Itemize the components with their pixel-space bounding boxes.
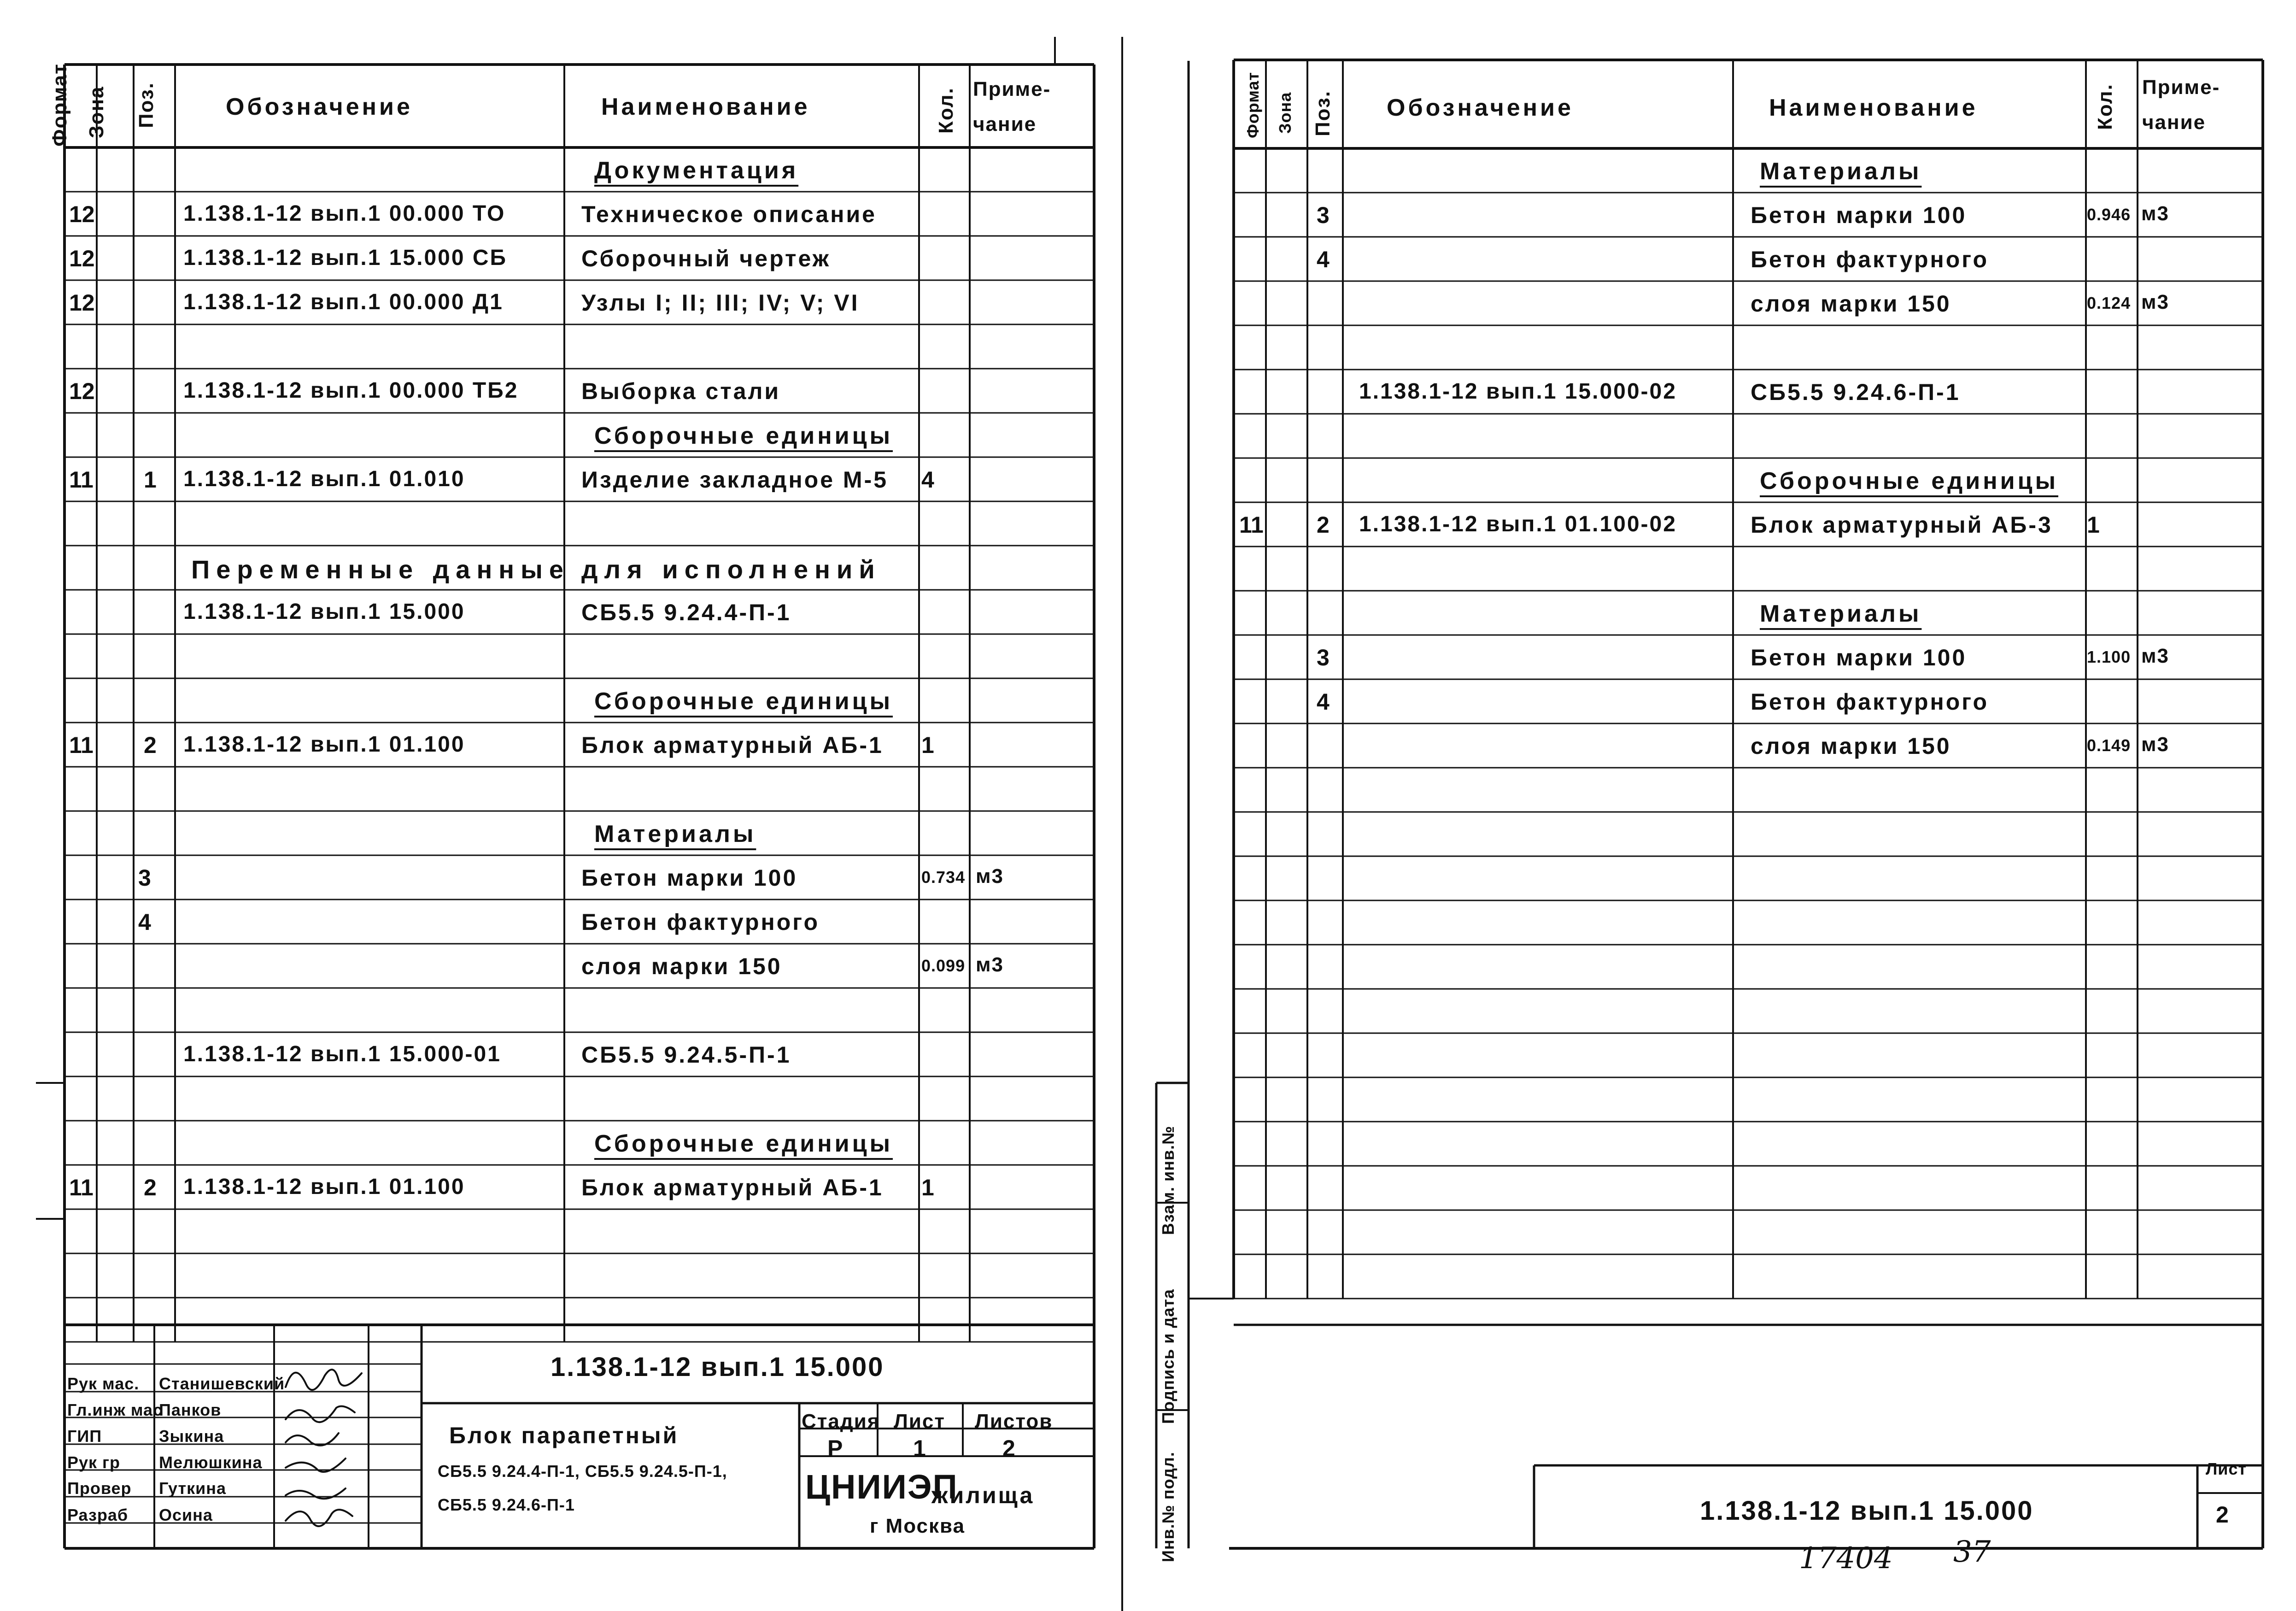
- side-stamp-sign-date: Подпись и дата: [1159, 1289, 1177, 1424]
- left-row-designation: 1.138.1-12 вып.1 15.000: [183, 600, 465, 624]
- left-row-qty: 1: [921, 1175, 934, 1200]
- right-row-name: слоя марки 150: [1751, 733, 1951, 759]
- signature-name: Гуткина: [159, 1479, 227, 1498]
- signature-name: Станишевский: [159, 1374, 285, 1393]
- left-row-name: Бетон марки 100: [581, 865, 798, 891]
- right-row-name: Бетон фактурного: [1751, 689, 1989, 715]
- left-header-name: Наименование: [601, 94, 810, 120]
- signature-name: Осина: [159, 1505, 213, 1524]
- left-row-section-heading: Материалы: [594, 821, 756, 847]
- side-stamp-inv-repl: Взам. инв.№: [1159, 1125, 1177, 1235]
- right-row-name: Бетон фактурного: [1751, 247, 1989, 272]
- right-row-pos: 3: [1317, 202, 1330, 228]
- left-header-format: Формат: [48, 63, 71, 147]
- right-row-qty: 1.100: [2087, 647, 2131, 666]
- right-row-note: м3: [2141, 645, 2170, 667]
- right-title-doc-number: 1.138.1-12 вып.1 15.000: [1700, 1496, 2034, 1526]
- left-row-name: Блок арматурный АБ-1: [581, 1175, 884, 1200]
- right-row-name: СБ5.5 9.24.6-П-1: [1751, 379, 1961, 405]
- organization-city: г Москва: [870, 1515, 965, 1537]
- right-title-sheet-value: 2: [2216, 1502, 2231, 1528]
- left-row-note: м3: [976, 865, 1004, 888]
- right-title-sheet-label: Лист: [2206, 1459, 2247, 1478]
- left-row-qty: 0.099: [921, 956, 966, 975]
- stage-value: Р: [827, 1435, 845, 1461]
- signature-role: Провер: [67, 1479, 132, 1498]
- right-header-format: Формат: [1243, 71, 1262, 138]
- right-row-section-heading: Сборочные единицы: [1760, 468, 2058, 494]
- right-header-name: Наименование: [1769, 94, 1978, 121]
- left-row-name: Блок арматурный АБ-1: [581, 732, 884, 758]
- organization-name-2: жилища: [931, 1482, 1035, 1508]
- title-block-doc-number: 1.138.1-12 вып.1 15.000: [551, 1352, 884, 1382]
- right-row-qty: 0.149: [2087, 736, 2131, 755]
- left-row-format: 11: [69, 732, 94, 758]
- right-row-pos: 2: [1317, 512, 1330, 538]
- left-header-pos: Поз.: [135, 82, 158, 128]
- right-row-name: Бетон марки 100: [1751, 645, 1967, 670]
- right-row-note: м3: [2141, 291, 2170, 313]
- left-header-zone: Зона: [85, 86, 108, 138]
- left-row-name: Узлы I; II; III; IV; V; VI: [581, 290, 860, 316]
- left-header-note-1: Приме-: [973, 78, 1051, 100]
- sheet-label: Лист: [894, 1410, 945, 1433]
- right-header-pos: Поз.: [1312, 90, 1334, 136]
- signature-role: Разраб: [67, 1505, 129, 1524]
- left-row-designation: 1.138.1-12 вып.1 01.100: [183, 1175, 465, 1199]
- right-row-note: м3: [2141, 733, 2170, 756]
- left-row-section-heading: Сборочные единицы: [594, 423, 893, 449]
- left-row-format: 11: [69, 1175, 94, 1200]
- right-row-pos: 4: [1317, 247, 1330, 272]
- left-row-pos: 2: [144, 1175, 157, 1200]
- left-row-designation: 1.138.1-12 вып.1 15.000 СБ: [183, 246, 508, 270]
- right-row-name: Блок арматурный АБ-3: [1751, 512, 2053, 538]
- left-row-name: СБ5.5 9.24.4-П-1: [581, 600, 791, 625]
- left-header-qty: Кол.: [935, 87, 957, 134]
- right-row-qty: 0.124: [2087, 294, 2131, 312]
- left-row-qty: 1: [921, 732, 934, 758]
- left-row-name: Изделие закладное М-5: [581, 467, 889, 493]
- signature-name: Зыкина: [159, 1427, 224, 1446]
- signature-scribble: [286, 1510, 352, 1526]
- left-row-name: для исполнений: [581, 555, 881, 584]
- organization-name: ЦНИИЭП: [805, 1468, 958, 1506]
- right-row-name: Бетон марки 100: [1751, 202, 1967, 228]
- left-row-name: слоя марки 150: [581, 953, 782, 979]
- left-row-note: м3: [976, 953, 1004, 976]
- left-header-note-2: чание: [973, 113, 1037, 135]
- left-row-zone: 4: [138, 909, 151, 935]
- signature-role: Рук мас.: [67, 1374, 140, 1393]
- page-number: 37: [1953, 1535, 1991, 1569]
- left-row-name: СБ5.5 9.24.5-П-1: [581, 1042, 791, 1068]
- left-row-format: 12: [69, 290, 95, 316]
- left-row-section-heading: Сборочные единицы: [594, 1130, 893, 1157]
- left-row-format: 12: [69, 378, 95, 404]
- left-row-name: Выборка стали: [581, 378, 781, 404]
- left-row-qty: 4: [921, 467, 934, 493]
- left-row-format: 11: [69, 467, 94, 493]
- right-row-qty: 0.946: [2087, 205, 2131, 224]
- right-row-name: слоя марки 150: [1751, 291, 1951, 317]
- right-row-section-heading: Материалы: [1760, 600, 1922, 627]
- right-row-pos: 3: [1317, 645, 1330, 670]
- left-row-designation: 1.138.1-12 вып.1 00.000 ТО: [183, 201, 506, 226]
- signature-role: ГИП: [67, 1427, 102, 1446]
- right-row-pos: 4: [1317, 689, 1330, 715]
- title-block-title-3: СБ5.5 9.24.6-П-1: [438, 1495, 575, 1514]
- left-row-designation: 1.138.1-12 вып.1 01.100: [183, 732, 465, 757]
- left-row-designation: 1.138.1-12 вып.1 15.000-01: [183, 1042, 501, 1066]
- left-row-section-heading: Переменные данные: [191, 555, 570, 584]
- title-block-title-1: Блок парапетный: [449, 1423, 679, 1448]
- archive-number: 17404: [1799, 1541, 1893, 1576]
- signature-role: Гл.инж мас: [67, 1400, 163, 1419]
- right-header-note-1: Приме-: [2142, 76, 2220, 99]
- left-row-designation: 1.138.1-12 вып.1 01.010: [183, 467, 465, 491]
- left-row-pos: 2: [144, 732, 157, 758]
- sheet-value: 1: [913, 1435, 928, 1461]
- left-header-designation: Обозначение: [226, 94, 413, 120]
- left-row-designation: 1.138.1-12 вып.1 00.000 ТБ2: [183, 378, 519, 403]
- left-row-name: Сборочный чертеж: [581, 246, 831, 271]
- right-row-designation: 1.138.1-12 вып.1 01.100-02: [1359, 512, 1677, 536]
- right-header-zone: Зона: [1276, 92, 1294, 134]
- sheets-label: Листов: [975, 1410, 1053, 1433]
- right-row-qty: 1: [2087, 512, 2100, 538]
- left-row-qty: 0.734: [921, 868, 966, 887]
- left-row-section-heading: Сборочные единицы: [594, 688, 893, 715]
- left-row-name: Бетон фактурного: [581, 909, 820, 935]
- left-row-name: Техническое описание: [581, 201, 877, 227]
- right-row-format: 11: [1239, 512, 1264, 538]
- right-row-section-heading: Материалы: [1760, 158, 1922, 185]
- right-row-note: м3: [2141, 202, 2170, 225]
- side-stamp-inv-orig: Инв.№ подл.: [1159, 1452, 1177, 1562]
- left-row-pos: 1: [144, 467, 157, 493]
- left-row-format: 12: [69, 246, 95, 271]
- stage-label: Стадия: [802, 1410, 880, 1433]
- signature-role: Рук гр: [67, 1453, 121, 1472]
- left-row-zone: 3: [138, 865, 151, 891]
- signature-scribble: [286, 1406, 355, 1422]
- signature-name: Панков: [159, 1400, 222, 1419]
- signature-scribble: [286, 1370, 362, 1390]
- left-row-section-heading: Документация: [594, 157, 799, 184]
- left-row-format: 12: [69, 201, 95, 227]
- right-row-designation: 1.138.1-12 вып.1 15.000-02: [1359, 379, 1677, 404]
- signature-name: Мелюшкина: [159, 1453, 263, 1472]
- right-header-qty: Кол.: [2094, 83, 2116, 130]
- right-header-designation: Обозначение: [1387, 94, 1574, 121]
- title-block-title-2: СБ5.5 9.24.4-П-1, СБ5.5 9.24.5-П-1,: [438, 1462, 727, 1481]
- sheets-value: 2: [1002, 1435, 1017, 1461]
- right-header-note-2: чание: [2142, 111, 2206, 134]
- left-row-designation: 1.138.1-12 вып.1 00.000 Д1: [183, 290, 504, 314]
